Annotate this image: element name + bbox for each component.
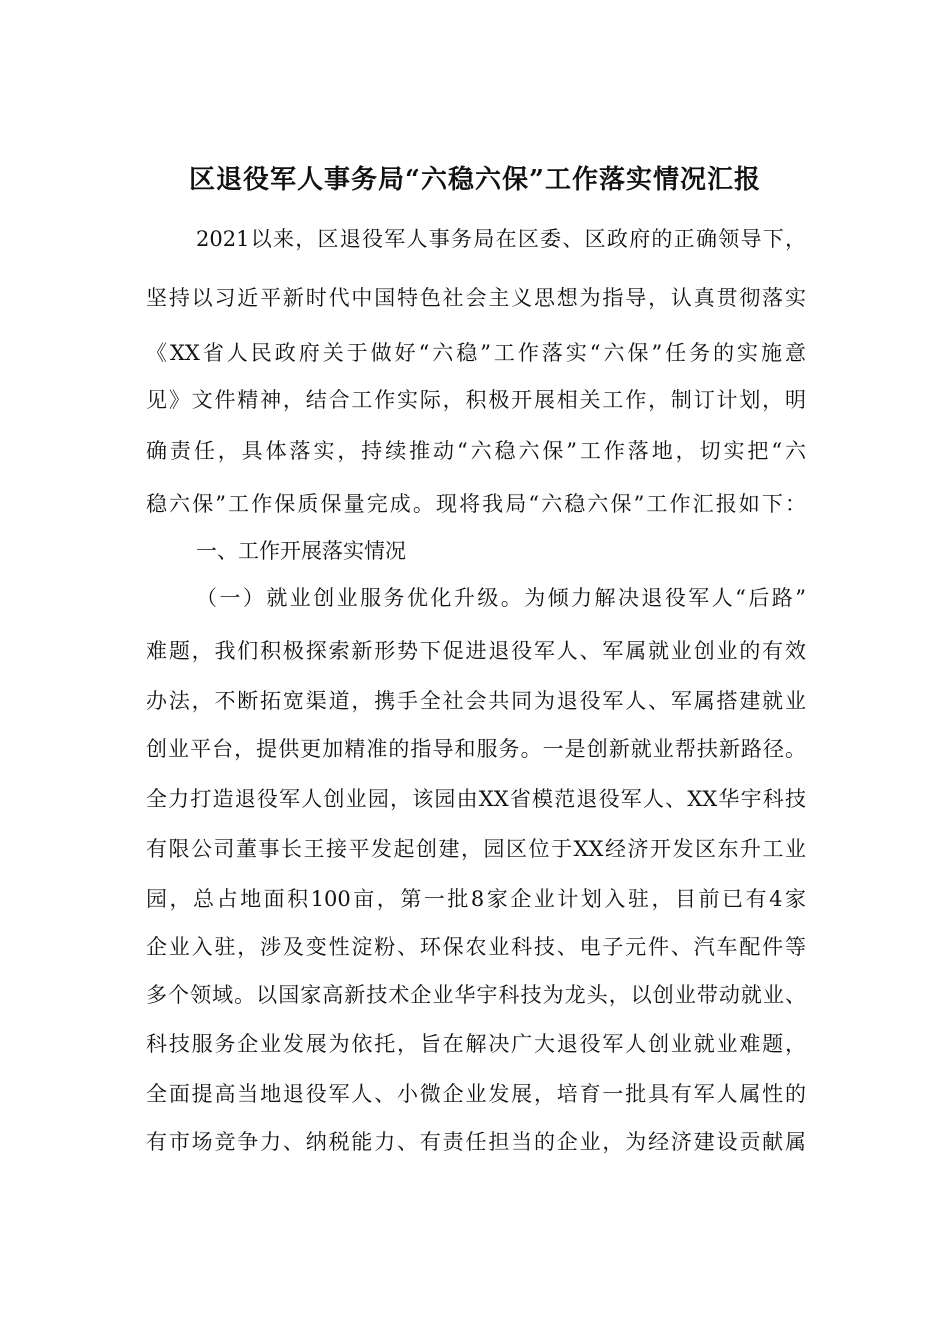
paragraph-line: 有限公司董事长王接平发起创建，园区位于XX经济开发区东升工业	[146, 837, 806, 861]
paragraph-line: 办法，不断拓宽渠道，携手全社会共同为退役军人、军属搭建就业	[146, 689, 806, 713]
section-heading: 一、工作开展落实情况	[196, 539, 406, 563]
paragraph-line: 稳六保”工作保质保量完成。现将我局“六稳六保”工作汇报如下：	[146, 492, 806, 516]
paragraph-line: 多个领域。以国家高新技术企业华宇科技为龙头，以创业带动就业、	[146, 983, 806, 1007]
paragraph-line: 企业入驻，涉及变性淀粉、环保农业科技、电子元件、汽车配件等	[146, 935, 806, 959]
paragraph-line: 园，总占地面积100亩，第一批8家企业计划入驻，目前已有4家	[146, 887, 806, 911]
paragraph-line: （一）就业创业服务优化升级。为倾力解决退役军人“后路”	[196, 586, 806, 610]
paragraph-line: 2021以来，区退役军人事务局在区委、区政府的正确领导下，	[196, 227, 806, 251]
paragraph-line: 创业平台，提供更加精准的指导和服务。一是创新就业帮扶新路径。	[146, 737, 806, 761]
paragraph-line: 科技服务企业发展为依托，旨在解决广大退役军人创业就业难题，	[146, 1032, 806, 1056]
document-title: 区退役军人事务局“六稳六保”工作落实情况汇报	[189, 165, 761, 195]
paragraph-line: 确责任，具体落实，持续推动“六稳六保”工作落地，切实把“六	[146, 439, 806, 463]
paragraph-line: 有市场竞争力、纳税能力、有责任担当的企业，为经济建设贡献属	[146, 1130, 806, 1154]
paragraph-line: 全力打造退役军人创业园，该园由XX省模范退役军人、XX华宇科技	[146, 787, 806, 811]
paragraph-line: 难题，我们积极探索新形势下促进退役军人、军属就业创业的有效	[146, 639, 806, 663]
paragraph-line: 坚持以习近平新时代中国特色社会主义思想为指导，认真贯彻落实	[146, 286, 806, 310]
paragraph-line: 全面提高当地退役军人、小微企业发展，培育一批具有军人属性的	[146, 1082, 806, 1106]
paragraph-line: 见》文件精神，结合工作实际，积极开展相关工作，制订计划，明	[146, 388, 806, 412]
paragraph-line: 《XX省人民政府关于做好“六稳”工作落实“六保”任务的实施意	[146, 341, 806, 365]
